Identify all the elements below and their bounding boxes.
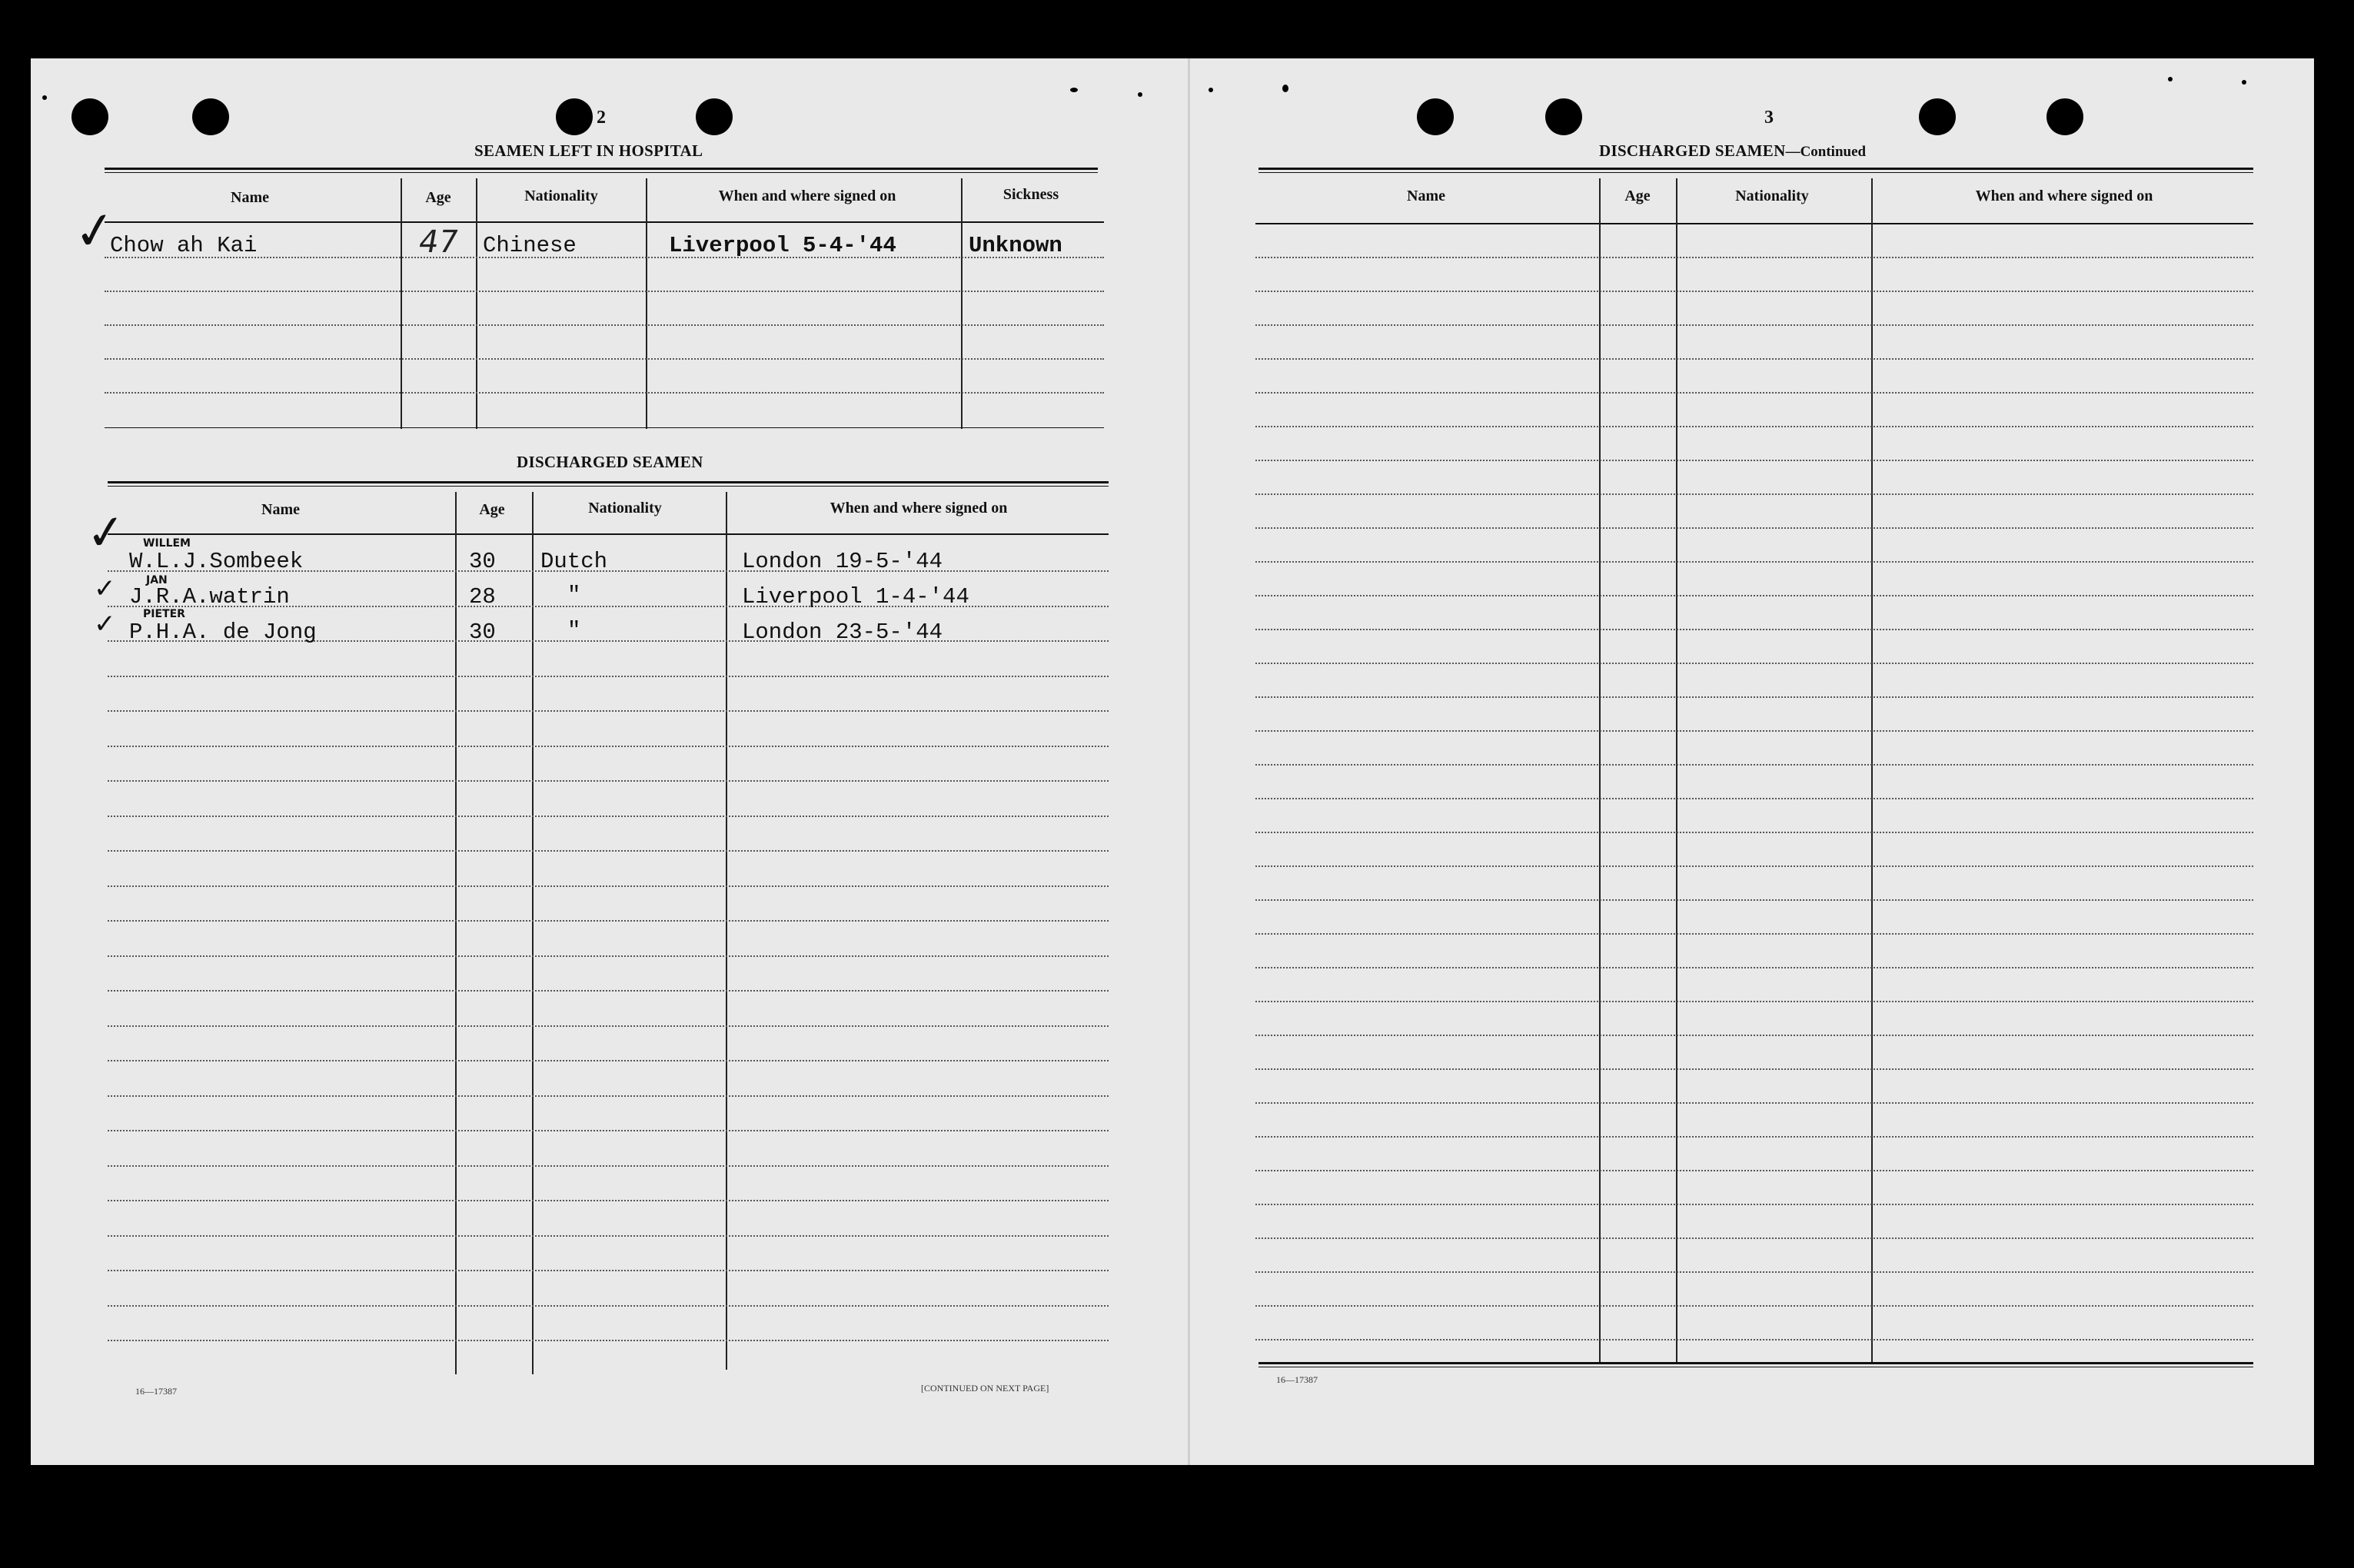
page-number-left: 2: [597, 108, 606, 128]
ruled-line: [108, 1270, 1109, 1271]
ruled-line: [108, 816, 1109, 817]
hospital-row-line: [105, 392, 1104, 394]
discharged-col-age: Age: [479, 501, 505, 518]
ruled-line: [108, 1200, 1109, 1201]
check-mark-icon: ✓: [94, 609, 116, 639]
discharged-entry-signed-on: London 19-5-'44: [742, 549, 943, 574]
page-number-right: 3: [1764, 108, 1774, 128]
hospital-entry-signed-on: Liverpool 5-4-'44: [669, 233, 896, 258]
ink-speck: [1282, 85, 1288, 92]
hospital-entry-nationality: Chinese: [483, 233, 577, 258]
ruled-line: [1255, 663, 2253, 664]
discharged-entry-name: P.H.A. de Jong: [129, 620, 317, 645]
hospital-entry-age: 47: [415, 224, 461, 260]
ruled-line: [1255, 358, 2253, 360]
ruled-line: [1255, 764, 2253, 766]
page-fold: [1188, 58, 1190, 1465]
ruled-line: [108, 1095, 1109, 1097]
discharged-col-divider: [455, 492, 457, 1374]
hospital-col-sickness: Sickness: [1002, 186, 1059, 203]
ruled-line: [1255, 493, 2253, 495]
ruled-line: [1255, 1001, 2253, 1002]
ruled-line: [1255, 933, 2253, 935]
ruled-line: [108, 1235, 1109, 1237]
discharged-col-divider: [726, 492, 727, 1370]
ruled-line: [108, 1305, 1109, 1307]
punch-hole: [192, 98, 229, 135]
ruled-line: [1255, 527, 2253, 529]
hospital-row-line: [105, 324, 1104, 326]
ruled-line: [108, 1130, 1109, 1131]
discharged-top-rule: [108, 481, 1109, 487]
hospital-header-rule: [105, 221, 1104, 223]
check-mark-icon: ✓: [94, 573, 116, 604]
hospital-bottom-rule: [105, 427, 1104, 428]
ruled-line: [1255, 324, 2253, 326]
ink-speck: [1138, 92, 1142, 97]
continued-title-suffix: —Continued: [1785, 144, 1867, 160]
discharged-entry-name: J.R.A.watrin: [129, 584, 290, 610]
given-name-note: WILLEM: [143, 537, 191, 550]
given-name-note: JAN: [146, 574, 168, 586]
continued-section-title: [1599, 141, 1866, 161]
ruled-line: [1255, 1204, 2253, 1205]
discharged-entry-age: 30: [469, 549, 496, 574]
right-col-name: Name: [1407, 188, 1445, 204]
discharged-col-name: Name: [261, 501, 300, 518]
discharged-entry-signed-on: Liverpool 1-4-'44: [742, 584, 969, 610]
ruled-line: [1255, 1136, 2253, 1138]
ruled-line: [108, 955, 1109, 957]
ruled-line: [1255, 696, 2253, 698]
ruled-line: [1255, 967, 2253, 968]
right-col-age: Age: [1624, 188, 1651, 204]
discharged-entry-age: 28: [469, 584, 496, 610]
right-top-rule: [1258, 168, 2253, 173]
ruled-line: [108, 710, 1109, 712]
ruled-line: [108, 1060, 1109, 1061]
continued-title-main: DISCHARGED SEAMEN: [1599, 141, 1786, 160]
hospital-top-rule: [105, 168, 1098, 173]
ruled-line: [1255, 730, 2253, 732]
ruled-line: [108, 676, 1109, 677]
hospital-col-nationality: Nationality: [524, 188, 598, 204]
ruled-line: [108, 850, 1109, 852]
hospital-col-signed-on: When and where signed on: [718, 188, 896, 204]
ink-speck: [1209, 88, 1213, 92]
ruled-line: [1255, 1237, 2253, 1239]
punch-hole: [1919, 98, 1956, 135]
ruled-line: [1255, 798, 2253, 799]
right-col-divider: [1599, 178, 1601, 1362]
discharged-entry-name: W.L.J.Sombeek: [129, 549, 304, 574]
ink-speck: [42, 95, 47, 100]
discharged-col-nationality: Nationality: [588, 500, 662, 517]
right-col-divider: [1871, 178, 1873, 1362]
ruled-line: [1255, 595, 2253, 596]
check-mark-icon: ✓: [69, 198, 121, 264]
ruled-line: [108, 1025, 1109, 1027]
punch-hole: [2046, 98, 2083, 135]
ruled-line: [1255, 426, 2253, 427]
ruled-line: [1255, 1068, 2253, 1070]
punch-hole: [71, 98, 108, 135]
form-sheet: [31, 58, 2314, 1465]
punch-hole: [696, 98, 733, 135]
discharged-col-divider: [532, 492, 534, 1374]
ruled-line: [1255, 629, 2253, 630]
ruled-line: [1255, 291, 2253, 292]
ink-speck: [2168, 77, 2173, 81]
ink-speck: [2242, 80, 2246, 85]
hospital-section-title: SEAMEN LEFT IN HOSPITAL: [474, 141, 703, 160]
ruled-line: [108, 920, 1109, 922]
ruled-line: [1255, 561, 2253, 563]
right-col-nationality: Nationality: [1735, 188, 1809, 204]
check-mark-icon: ✓: [83, 502, 129, 563]
right-bottom-rule: [1258, 1362, 2253, 1367]
ruled-line: [1255, 899, 2253, 901]
hospital-entry-sickness: Unknown: [969, 233, 1062, 258]
discharged-entry-age: 30: [469, 620, 496, 645]
discharged-col-signed-on: When and where signed on: [830, 500, 1008, 517]
ruled-line: [108, 1340, 1109, 1341]
ruled-line: [1255, 1339, 2253, 1340]
right-header-rule: [1255, 223, 2253, 224]
form-number-right: 16—17387: [1276, 1374, 1318, 1385]
discharged-entry-signed-on: London 23-5-'44: [742, 620, 943, 645]
ruled-line: [1255, 1035, 2253, 1036]
discharged-entry-nationality: ": [567, 583, 581, 608]
right-col-divider: [1676, 178, 1677, 1362]
ruled-line: [1255, 257, 2253, 258]
continued-note: [CONTINUED ON NEXT PAGE]: [921, 1383, 1049, 1394]
form-number-left: 16—17387: [135, 1386, 177, 1397]
hospital-col-name: Name: [231, 189, 269, 206]
ruled-line: [1255, 1102, 2253, 1104]
ruled-line: [1255, 1305, 2253, 1307]
ruled-line: [108, 990, 1109, 992]
punch-hole: [1417, 98, 1454, 135]
ruled-line: [108, 885, 1109, 887]
ink-speck: [1070, 88, 1078, 92]
hospital-entry-name: Chow ah Kai: [110, 233, 258, 258]
ruled-line: [108, 746, 1109, 747]
ruled-line: [1255, 460, 2253, 461]
ruled-line: [108, 1165, 1109, 1167]
discharged-entry-nationality: Dutch: [540, 549, 608, 574]
discharged-section-title: DISCHARGED SEAMEN: [517, 453, 703, 471]
ruled-line: [108, 780, 1109, 782]
hospital-col-age: Age: [425, 189, 451, 206]
hospital-row-line: [105, 291, 1104, 292]
ruled-line: [1255, 392, 2253, 394]
ruled-line: [1255, 832, 2253, 833]
right-col-signed-on: When and where signed on: [1975, 188, 2153, 204]
ruled-line: [1255, 1271, 2253, 1273]
punch-hole: [556, 98, 593, 135]
discharged-header-rule: [108, 533, 1109, 535]
discharged-entry-nationality: ": [567, 618, 581, 643]
ruled-line: [1255, 1170, 2253, 1171]
given-name-note: PIETER: [143, 608, 185, 620]
punch-hole: [1545, 98, 1582, 135]
ruled-line: [1255, 865, 2253, 867]
hospital-row-line: [105, 358, 1104, 360]
